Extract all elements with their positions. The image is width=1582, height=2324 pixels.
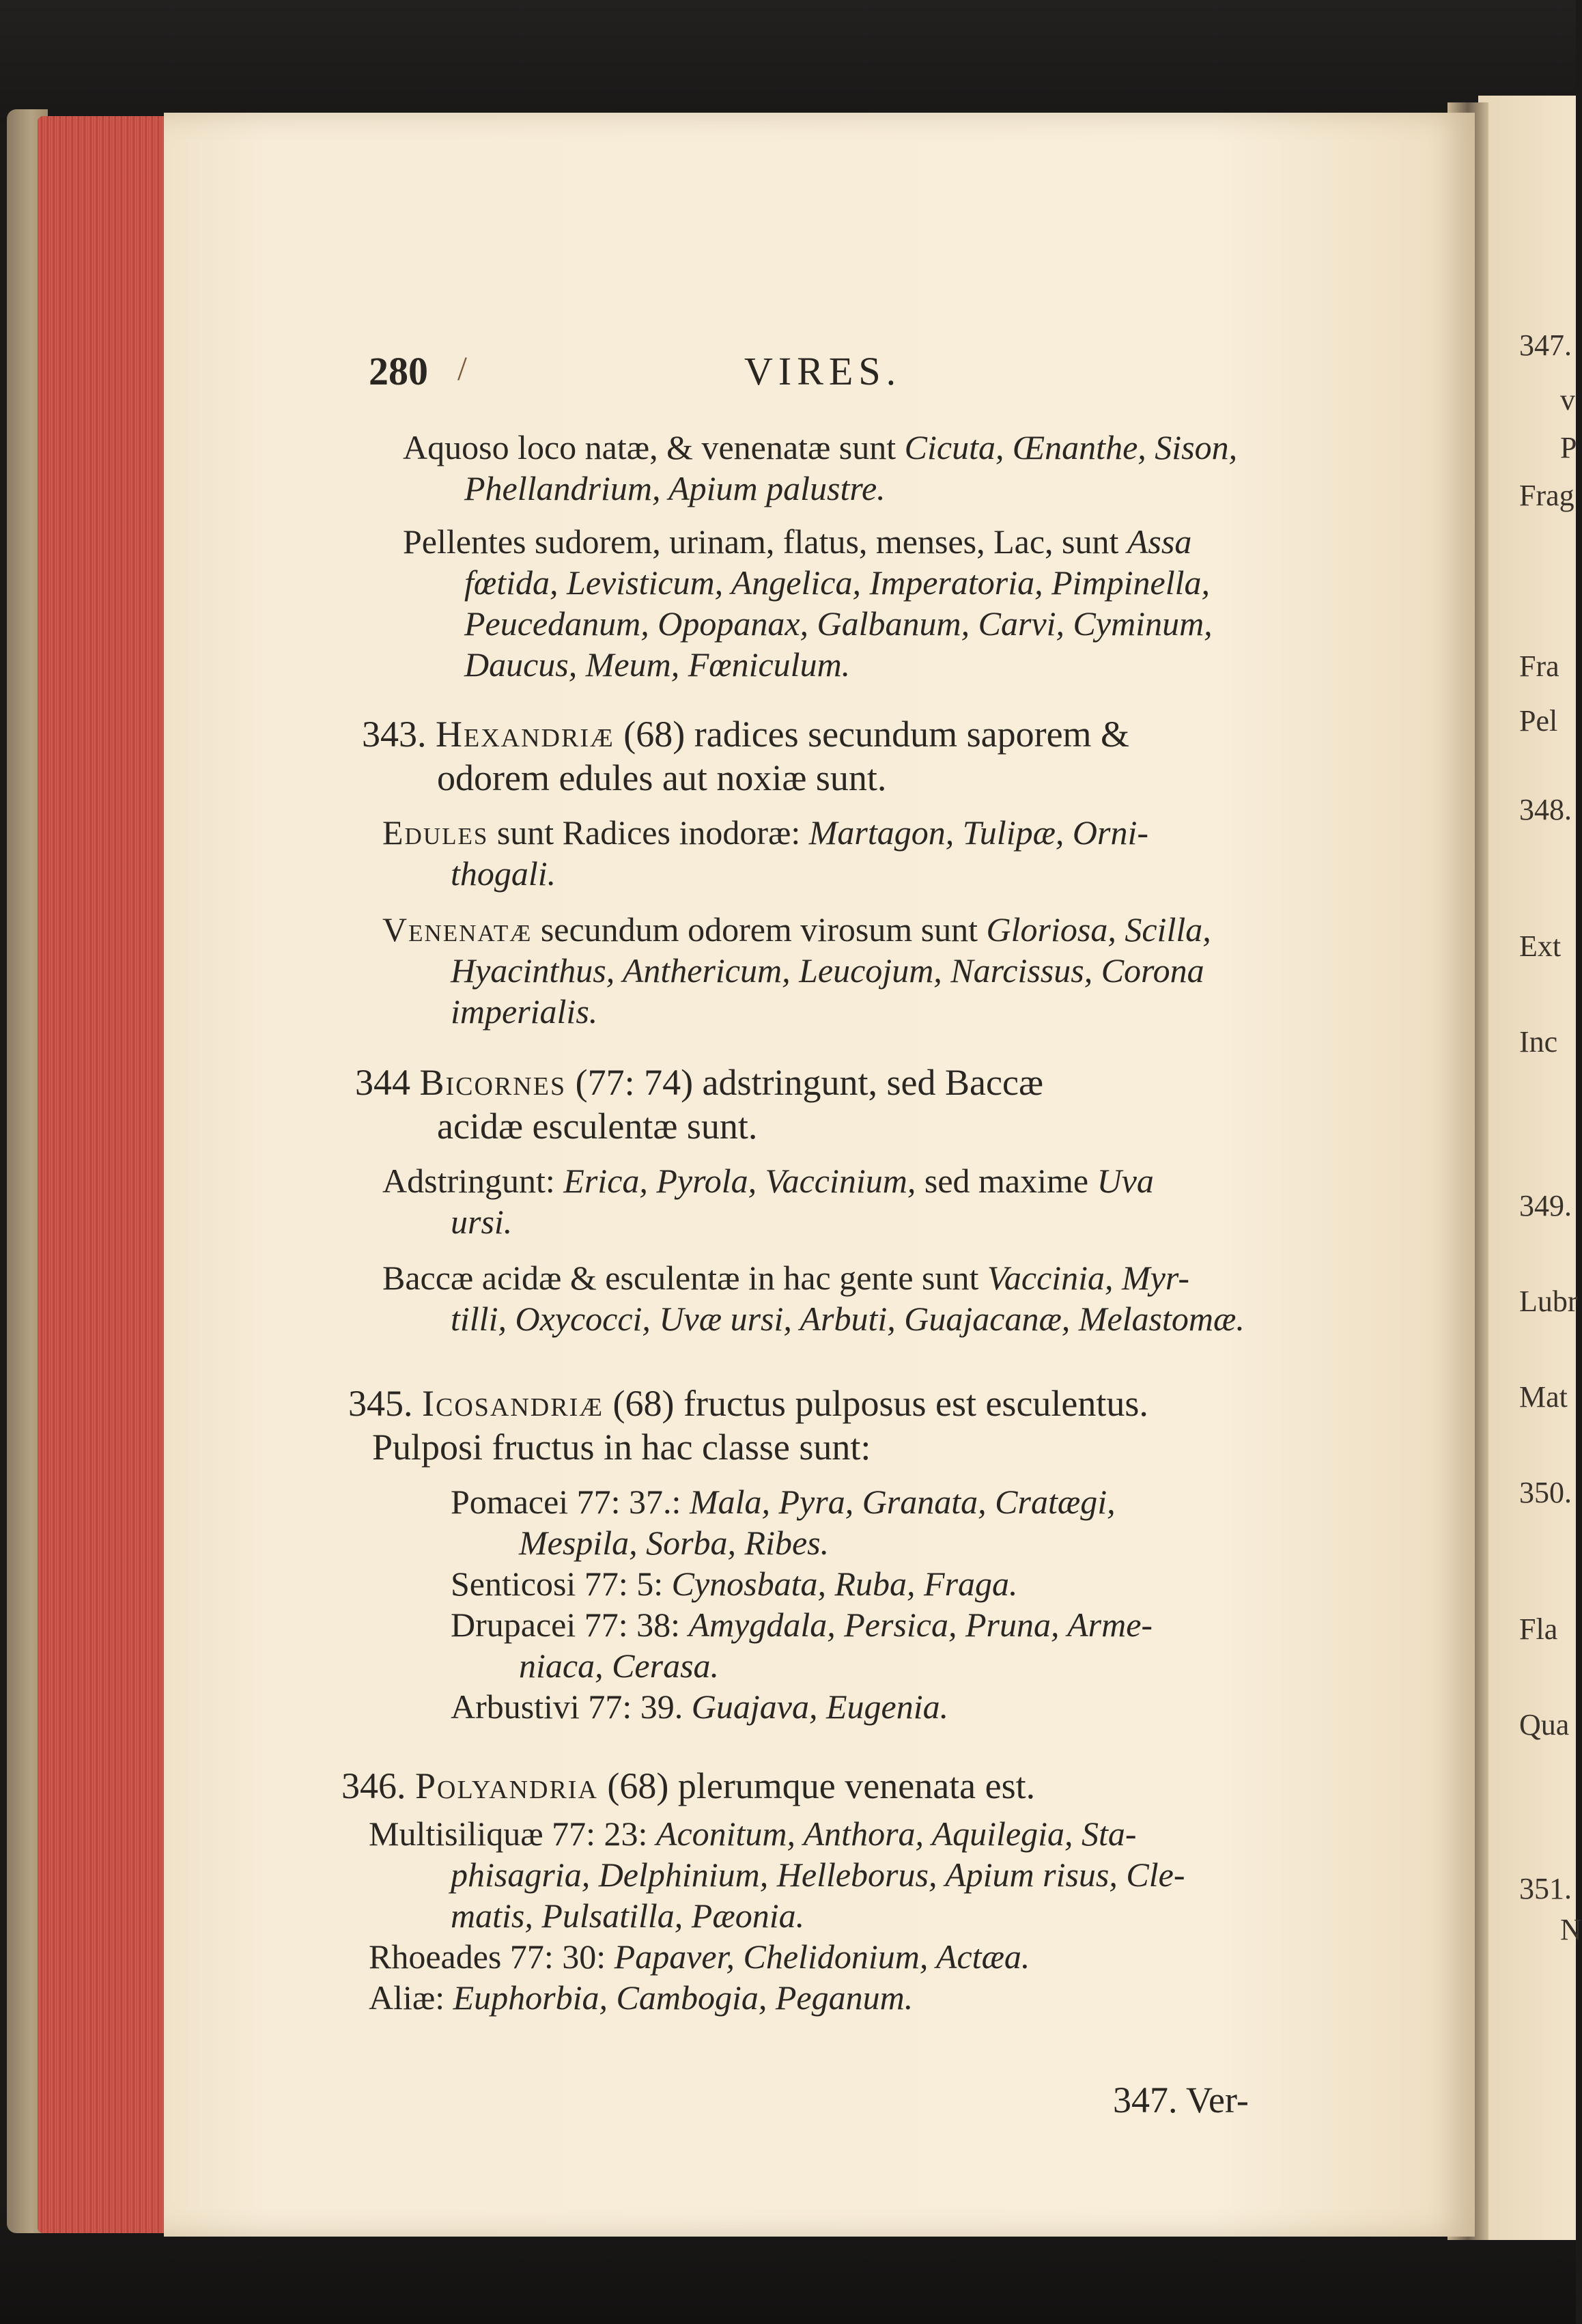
italic-text: fœtida, Levisticum, Angelica, Imperatoria, Pimpinella, bbox=[464, 563, 1211, 602]
section-text: (68) plerumque venenata est. bbox=[597, 1765, 1036, 1806]
background-top bbox=[0, 0, 1576, 123]
roman-text: Baccæ acidæ & esculentæ in hac gente sunt bbox=[382, 1259, 987, 1297]
section-number: 344 bbox=[355, 1062, 420, 1103]
italic-text: Hyacinthus, Anthericum, Leucojum, Narcissus, Corona bbox=[451, 951, 1204, 990]
text-line bbox=[382, 1160, 1154, 1201]
italic-text: Erica, Pyrola, Vaccinium, bbox=[563, 1162, 916, 1200]
roman-text: sed maxime bbox=[916, 1162, 1097, 1200]
italic-text: Vaccinia, Myr- bbox=[987, 1259, 1189, 1297]
catchword: 347. Ver- bbox=[1113, 2080, 1249, 2120]
italic-text: Gloriosa, Scilla, bbox=[986, 910, 1211, 949]
facing-page-fragment: 350. bbox=[1519, 1476, 1572, 1509]
section-text: (68) radices secundum saporem & bbox=[614, 714, 1130, 755]
text-line bbox=[451, 950, 1204, 991]
italic-text: Assa bbox=[1127, 522, 1192, 561]
text-line bbox=[451, 1604, 1153, 1645]
italic-text: Euphorbia, Cambogia, Peganum. bbox=[453, 1978, 914, 2017]
text-line bbox=[403, 427, 1237, 468]
facing-page-fragment: Frag bbox=[1519, 479, 1574, 512]
small-caps-term: Edules bbox=[382, 813, 489, 852]
facing-page-fragment: Fra bbox=[1519, 649, 1559, 683]
italic-text: Mala, Pyra, Granata, Cratægi, bbox=[689, 1483, 1116, 1521]
section-continuation: odorem edules aut noxiæ sunt. bbox=[437, 757, 887, 798]
italic-text: Papaver, Chelidonium, Actæa. bbox=[614, 1937, 1030, 1976]
text-line bbox=[369, 1813, 1137, 1854]
text-line bbox=[451, 1563, 1018, 1604]
facing-page-fragment: 351. bbox=[1519, 1872, 1572, 1905]
pencil-mark: / bbox=[457, 349, 467, 387]
section-number: 346. bbox=[341, 1765, 415, 1806]
text-line bbox=[451, 1854, 1185, 1895]
section-number: 345. bbox=[348, 1383, 422, 1424]
red-page-edges bbox=[38, 116, 174, 2233]
section-heading bbox=[362, 714, 1129, 755]
italic-text: Uva bbox=[1097, 1162, 1154, 1200]
facing-page-fragment: 349. bbox=[1519, 1189, 1572, 1222]
roman-text: Pellentes sudorem, urinam, flatus, menses, Lac, sunt bbox=[403, 522, 1127, 561]
section-text: (68) fructus pulposus est esculentus. bbox=[604, 1383, 1148, 1424]
small-caps-term: Venenatæ bbox=[382, 910, 533, 949]
text-line bbox=[451, 1481, 1116, 1522]
text-line bbox=[382, 812, 1148, 853]
text-line bbox=[464, 603, 1213, 644]
page-header bbox=[164, 348, 1475, 403]
facing-page-fragment: Pel bbox=[1519, 704, 1558, 738]
text-line bbox=[451, 853, 556, 894]
section-title: Hexandriæ bbox=[436, 714, 615, 755]
italic-text: Mespila, Sorba, Ribes. bbox=[519, 1524, 830, 1562]
section-continuation: Pulposi fructus in hac classe sunt: bbox=[372, 1427, 871, 1468]
facing-page-fragment: Qua bbox=[1519, 1708, 1570, 1741]
roman-text: Aquoso loco natæ, & venenatæ sunt bbox=[403, 428, 905, 466]
italic-text: Martagon, Tulipæ, Orni- bbox=[808, 813, 1149, 852]
italic-text: matis, Pulsatilla, Pæonia. bbox=[451, 1896, 805, 1935]
roman-text: sunt Radices inodoræ: bbox=[488, 813, 809, 852]
italic-text: imperialis. bbox=[451, 992, 598, 1031]
text-line bbox=[403, 521, 1191, 562]
text-line bbox=[451, 1686, 948, 1727]
roman-text: Multisiliquæ 77: 23: bbox=[369, 1815, 656, 1853]
facing-page-fragment: Ext bbox=[1519, 929, 1562, 963]
facing-page bbox=[1478, 96, 1582, 2240]
roman-text: Aliæ: bbox=[369, 1978, 453, 2017]
roman-text: Adstringunt: bbox=[382, 1162, 564, 1200]
italic-text: phisagria, Delphinium, Helleborus, Apium risus, Cle- bbox=[451, 1856, 1185, 1894]
text-line bbox=[369, 1977, 913, 2018]
text-line bbox=[519, 1522, 829, 1563]
section-title: Icosandriæ bbox=[422, 1383, 604, 1424]
italic-text: tilli, Oxycocci, Uvæ ursi, Arbuti, Guajacanæ, Melastomæ. bbox=[451, 1300, 1245, 1338]
italic-text: niaca, Cerasa. bbox=[519, 1647, 720, 1685]
facing-page-fragment: Inc bbox=[1519, 1025, 1558, 1059]
text-line bbox=[464, 644, 850, 685]
text-line bbox=[519, 1645, 719, 1686]
section-heading bbox=[355, 1062, 1043, 1103]
roman-text: Arbustivi 77: 39. bbox=[451, 1688, 692, 1726]
italic-text: Aconitum, Anthora, Aquilegia, Sta- bbox=[655, 1815, 1137, 1853]
italic-text: Cynosbata, Ruba, Fraga. bbox=[671, 1565, 1018, 1603]
text-line bbox=[451, 1201, 512, 1242]
page-number: 280 bbox=[369, 349, 428, 393]
italic-text: Phellandrium, Apium palustre. bbox=[464, 469, 886, 507]
facing-page-fragment: P bbox=[1560, 431, 1577, 464]
text-line bbox=[451, 1895, 804, 1936]
section-text: (77: 74) adstringunt, sed Baccæ bbox=[566, 1062, 1043, 1103]
roman-text: Pomacei 77: 37.: bbox=[451, 1483, 690, 1521]
facing-page-fragment: v bbox=[1560, 383, 1575, 417]
italic-text: Guajava, Eugenia. bbox=[691, 1688, 949, 1726]
italic-text: ursi. bbox=[451, 1203, 513, 1241]
text-line bbox=[369, 1936, 1030, 1977]
section-title: Bicornes bbox=[419, 1062, 567, 1103]
facing-page-fragment: Lubr bbox=[1519, 1285, 1578, 1318]
roman-text: secundum odorem virosum sunt bbox=[532, 910, 987, 949]
italic-text: Daucus, Meum, Fœniculum. bbox=[464, 645, 851, 684]
text-line bbox=[464, 468, 886, 509]
italic-text: Amygdala, Persica, Pruna, Arme- bbox=[688, 1606, 1153, 1644]
book-page bbox=[164, 113, 1475, 2237]
text-line bbox=[464, 562, 1210, 603]
facing-page-fragment: Mat bbox=[1519, 1380, 1568, 1414]
roman-text: Rhoeades 77: 30: bbox=[369, 1937, 615, 1976]
italic-text: thogali. bbox=[451, 854, 556, 893]
facing-page-fragment: Fla bbox=[1519, 1612, 1558, 1646]
facing-page-fragment: N bbox=[1560, 1913, 1582, 1946]
section-number: 343. bbox=[362, 714, 436, 755]
section-title: Polyandria bbox=[415, 1765, 598, 1806]
text-line bbox=[451, 1298, 1245, 1339]
facing-page-fragment: 347. bbox=[1519, 328, 1572, 362]
facing-page-fragment: 348. bbox=[1519, 793, 1572, 826]
italic-text: Cicuta, Œnanthe, Sison, bbox=[904, 428, 1238, 466]
roman-text: Drupacei 77: 38: bbox=[451, 1606, 689, 1644]
text-line bbox=[382, 1257, 1189, 1298]
roman-text: Senticosi 77: 5: bbox=[451, 1565, 672, 1603]
italic-text: Peucedanum, Opopanax, Galbanum, Carvi, Cyminum, bbox=[464, 604, 1213, 643]
section-continuation: acidæ esculentæ sunt. bbox=[437, 1106, 758, 1147]
section-heading bbox=[348, 1383, 1148, 1424]
running-head: VIRES. bbox=[744, 349, 902, 393]
section-heading bbox=[341, 1765, 1035, 1806]
text-line bbox=[382, 909, 1211, 950]
text-line bbox=[451, 991, 597, 1032]
